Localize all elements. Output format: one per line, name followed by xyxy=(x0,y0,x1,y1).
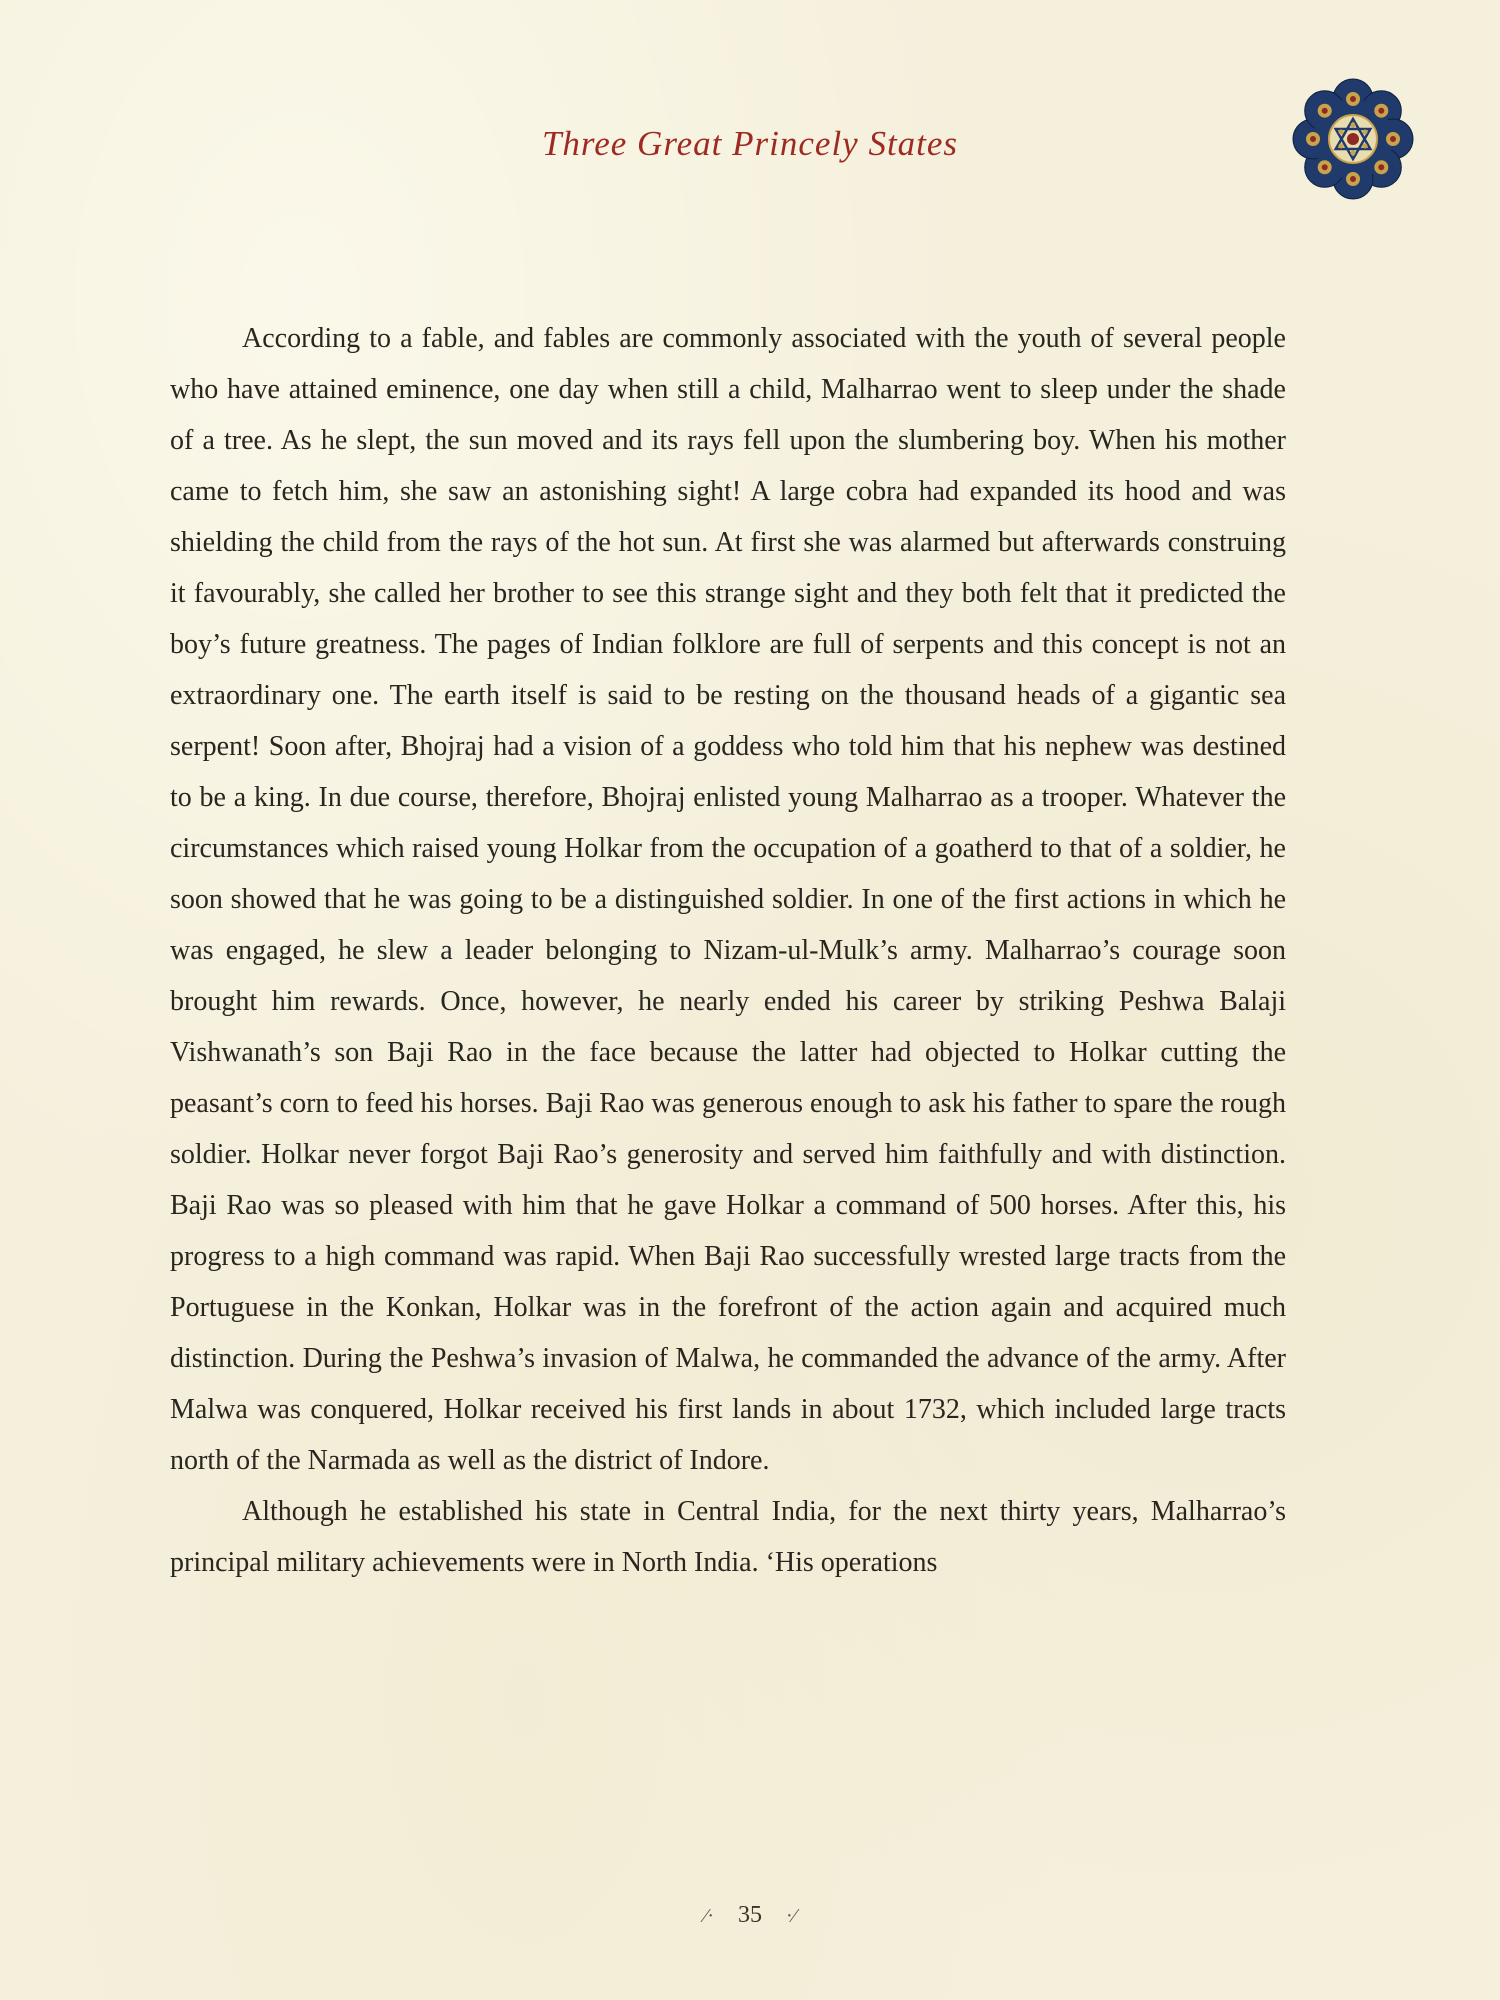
left-flourish-icon: ⁄· xyxy=(704,1905,714,1927)
page-number: 35 xyxy=(738,1902,762,1928)
paragraph-2: Although he established his state in Central India, for the next thirty years, Malharrao’s principal military achievements were in North India. ‘His operations xyxy=(170,1496,1286,1578)
running-title: Three Great Princely States xyxy=(541,124,959,163)
paragraph-1: According to a fable, and fables are commonly associated with the youth of several people who have attained eminence, one day when still a child, Malharrao went to sleep under the shade of a tree. As he slept, the sun moved and its rays fell upon the slumbering boy. When his mother came to fetch him, she saw an astonishing sight! A large cobra had expanded its hood and was shielding the child from the rays of the hot sun. At first she was alarmed but afterwards construing it favourably, she called her brother to see this strange sight and they both felt that it predicted the boy’s future greatness. The pages of Indian folklore are full of serpents and this concept is not an extraordinary one. The earth itself is said to be resting on the thousand heads of a gigantic sea serpent! Soon after, Bhojraj had a vision of a goddess who told him that his nephew was destined to be a king. In due course, therefore, Bhojraj enlisted young Malharrao as a trooper. Whatever the circumstances which raised young Holkar from the occupation of a goatherd to that of a soldier, he soon showed that he was going to be a distinguished soldier. In one of the first actions in which he was engaged, he slew a leader belonging to Nizam-ul-Mulk’s army. Malharrao’s courage soon brought him rewards. Once, however, he nearly ended his career by striking Peshwa Balaji Vishwanath’s son Baji Rao in the face because the latter had objected to Holkar cutting the peasant’s corn to feed his horses. Baji Rao was generous enough to ask his father to spare the rough soldier. Holkar never forgot Baji Rao’s generosity and served him faithfully and with distinction. Baji Rao was so pleased with him that he gave Holkar a command of 500 horses. After this, his progress to a high command was rapid. When Baji Rao successfully wrested large tracts from the Portuguese in the Konkan, Holkar was in the forefront of the action again and acquired much distinction. During the Peshwa’s invasion of Malwa, he commanded the advance of the army. After Malwa was conquered, Holkar received his first lands in about 1732, which included large tracts north of the Narmada as well as the district of Indore. xyxy=(170,323,1286,1476)
rosette-ornament-icon xyxy=(1290,76,1416,202)
right-flourish-icon: ·⁄ xyxy=(786,1905,796,1927)
body-text xyxy=(170,313,1286,1588)
page-footer xyxy=(0,1902,1500,1929)
